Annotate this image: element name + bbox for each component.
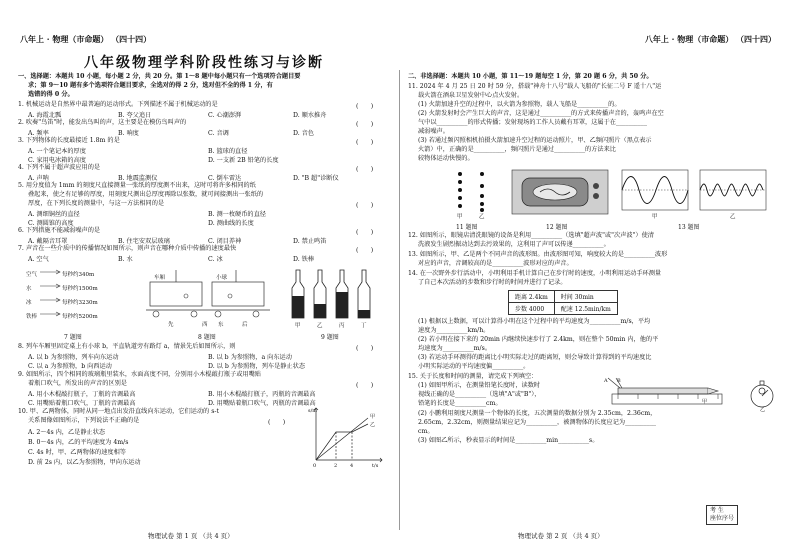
section-1-intro-2: 求；第 9～10 题有多个选项符合题目要求，全选对的得 2 分，选对但不全的得 1 分，有 [28,82,273,89]
figure-7 [26,266,136,330]
q7-option-c: C. 冰 [208,256,223,263]
q13-line-2: 对应的声音，音调较高的是__________波形对应的声音。 [418,260,573,267]
fig7-iron-label: 铁棒 [26,314,38,320]
svg-text:4: 4 [350,463,354,468]
q10-option-c: C. 4s 时，甲、乙两物体的速度相等 [28,449,126,456]
answer-paren: ( ) [356,229,374,236]
q11-line-9: 较物体运动快慢的。 [418,155,474,162]
q1-option-c: C. 心潮澎湃 [208,112,242,119]
figure-12-caption: 12 题图 [546,224,568,231]
q8-option-d: D. 以 b 为参照物，列车是静止状态 [208,363,306,370]
column-divider [399,70,400,530]
q11-line-5: 气中以__________的形式传播；发射现场的工作人员戴有耳罩，这属于在__________ [418,119,647,126]
q14-part-3-line-1: (3) 若运动手环测得的距离比小明实际走过的距离短，则会导致计算得到的平均速度比 [418,354,652,361]
svg-text:0: 0 [313,463,317,468]
q15-line-4: 铅笔的长度是__________cm。 [418,400,502,407]
question-9-line-2: 着瓶口吹气，所发出的声音的区别是 [28,380,127,387]
q9-option-d: D. 用嘴贴着瓶口吹气，丙瓶的音调最高 [208,400,316,407]
svg-text:甲: 甲 [702,399,708,405]
svg-text:乙: 乙 [760,407,766,412]
q13-line-1: 13. 如图所示，甲、乙是两个不同声音的波形图。由波形图可知，响度较大的是__________波形 [408,251,668,258]
q14-part-2-line-1: (2) 若小明在接下来的 20min 内继续快速步行了 2.4km，则在整个 50min 内，他的平 [418,336,659,343]
q4-option-a: A. 声呐 [28,175,49,182]
q8-option-b: B. 以 b 为参照物，a 向东运动 [208,354,292,361]
q15-line-3: 视线正确的是__________（选填"A"或"B"）， [418,391,541,398]
question-7: 7. 声音在一些介质中的传播情况如图所示，则声音在哪种介质中传播的速度最快 [18,245,237,252]
svg-text:乙: 乙 [370,422,376,428]
q14-part-1-line-2: 速度为__________km/h。 [418,327,490,334]
fig10-line-jia [316,418,368,460]
fig7-ice-label: 冰 [26,300,32,306]
q5-option-c: C. 测圆锥的高度 [28,220,74,227]
q5-option-d: D. 测曲线的长度 [208,220,254,227]
q2-option-b: B. 响度 [118,130,139,137]
q15-line-6: 2.65cm，2.32cm，则测量结果应记为__________，被测物体的长度应记为__________ [418,419,657,426]
q8-option-a: A. 以 b 为参照物，列车向东运动 [28,354,119,361]
fig11-yi: 乙 [479,214,485,220]
page-2 [408,0,778,560]
fig7-water-speed: 每秒约1500m [62,286,98,292]
table-row [509,303,618,315]
fig9-bottle-d: 丁 [361,323,367,329]
figure-12-ultrasonic-cleaner [510,168,610,216]
fig9-bottle-c: 丙 [339,323,345,329]
q6-option-b: B. 住宅安双层玻璃 [118,238,170,245]
q1-option-d: D. 顺水推舟 [293,112,327,119]
q10-option-d: D. 前 2s 内，以乙为参照物，甲向东运动 [28,459,141,466]
question-10-line-2: 关系图像如图所示，下列说法不正确的是 [28,417,140,424]
svg-text:t/s: t/s [372,463,379,468]
q10-option-b: B. 0～4s 内，乙的平均速度为 4m/s [28,439,129,446]
q2-option-c: C. 音调 [208,130,229,137]
question-5-line-3: 厚度，在下列长度的测量中，与这一方法相同的是 [28,200,165,207]
table-cell: 配速 12.5min/km [554,303,617,315]
q9-option-a: A. 用小木棍敲打瓶子，丁瓶的音调最高 [28,391,136,398]
q3-option-b: B. 篮球的直径 [208,148,248,155]
q1-option-a: A. 海霞北瓢 [28,112,62,119]
page-1-footer: 物理试卷 第 1 页 （共 4 页） [148,532,234,540]
svg-text:B: B [617,378,621,384]
svg-text:甲: 甲 [370,414,376,420]
fig11-jia: 甲 [457,214,463,220]
question-5-line-2: 叠起来，使之有足够的厚度，用刻度尺测出总厚度再除以张数，就可间接测出一张纸的 [28,191,264,198]
q12-line-1: 12. 如图所示，眼镜店清洗眼镜的设备是利用__________（选填"超声波"或"次声波"）使清 [408,232,654,239]
q14-part-2-line-2: 均速度为__________m/s。 [418,345,492,352]
fig7-air-speed: 每秒约340m [62,272,95,278]
q11-line-6: 减弱噪声。 [418,128,449,135]
page-2-footer: 物理试卷 第 2 页 （共 4 页） [518,532,604,540]
q5-option-a: A. 测细铜丝的直径 [28,211,80,218]
q9-option-b: B. 用小木棍敲打瓶子，丙瓶的音调最高 [208,391,316,398]
q6-option-c: C. 闭目养神 [208,238,242,245]
q4-option-b: B. 地震监测仪 [118,175,158,182]
question-6: 6. 下列措施不能减弱噪声的是 [18,227,101,234]
figure-11-caption: 11 题图 [456,224,478,231]
question-2: 2. 吹奏"鸟笛"时，能发出鸟叫的声，这主要是在模仿鸟叫声的 [18,119,187,126]
figure-9-caption: 9 题图 [321,334,339,341]
svg-text:s/m: s/m [308,408,317,414]
question-1: 1. 机械运动是自然界中最普遍的运动形式。下列描述不属于机械运动的是 [18,101,218,108]
answer-paren: ( ) [268,419,286,426]
figure-9 [288,266,378,330]
q15-line-7: cm。 [418,428,434,435]
q6-option-a: A. 戴隔音耳罩 [28,238,68,245]
q5-option-b: B. 测一枚硬币的直径 [208,211,266,218]
q6-option-d: D. 禁止鸣笛 [293,238,327,245]
q15-line-2: (1) 如图甲所示，在测量铅笔长度时，读数时 [418,382,541,389]
q15-line-8: (3) 如图乙所示，秒表显示的时间是__________min__________s。 [418,437,599,444]
figure-13-caption: 13 题图 [678,224,700,231]
q14-line-1: 14. 在一次野外步行活动中，小明利用手机计算自己在步行时的速度，小明利用运动手环测量 [408,270,662,277]
q14-part-1-line-1: (1) 根据以上数据，可以计算得小明在这个过程中的平均速度为__________m/s，平均 [418,318,651,325]
question-4: 4. 下列不属于超声波应用的是 [18,164,101,171]
question-5: 5. 用分度值为 1mm 的刻度尺直接测量一张纸的厚度测不出来，这时可将许多相同的纸 [18,182,256,189]
q2-option-a: A. 频率 [28,130,49,137]
q11-line-3: (1) 火箭加速升空的过程中，以火箭为参照物，载人飞船是__________的。 [418,101,621,108]
figure-8-caption: 8 题图 [198,334,216,341]
answer-paren: ( ) [356,202,374,209]
q7-option-a: A. 空气 [28,256,49,263]
fig7-water-label: 水 [26,286,32,292]
q11-line-4: (2) 火箭发射时会产生巨大的声音，这是通过__________的方式来传播声音的，轰鸣声在空 [418,110,664,117]
q11-line-7: (3) 若通过频闪照相机拍摄火箭加速升空过程的运动照片，甲、乙频闪照片（黑点表示 [418,137,652,144]
q8-option-c: C. 以 a 为参照物，b 向西运动 [28,363,112,370]
svg-text:2: 2 [334,463,338,468]
answer-paren: ( ) [356,382,374,389]
page-1-header: 八年上 · 物理（市命题） （四十四） [20,34,152,44]
fig13-yi: 乙 [730,214,736,220]
q10-option-a: A. 2～4s 内，乙是静止状态 [28,429,106,436]
answer-paren: ( ) [356,166,374,173]
q11-line-2: 载火箭在酒泉卫星发射中心点火发射。 [418,92,524,99]
fig10-line-yi [316,424,368,460]
seat-number-box [706,505,738,525]
q14-record-table [508,290,618,315]
figure-13-waveforms [620,168,770,220]
figure-11 [448,168,498,220]
fig13-jia: 甲 [652,214,658,220]
fig8-east-label: 东 [218,322,224,328]
seat-box-line-2: 座位序号 [710,515,735,522]
page-1 [18,0,390,560]
fig9-bottle-a: 甲 [295,323,301,329]
fig7-air-label: 空气 [26,272,38,278]
section-1-intro-3: 选错的得 0 分。 [28,91,74,98]
answer-paren: ( ) [356,103,374,110]
question-3: 3. 下列物体的长度最接近 1.8m 的是 [18,137,120,144]
table-cell: 时间 30min [554,291,617,303]
exam-title: 八年级物理学科阶段性练习与诊断 [84,55,324,71]
table-cell: 距离 2.4km [509,291,555,303]
q9-option-c: C. 用嘴贴着瓶口吹气，丁瓶的音调最高 [28,400,136,407]
q1-option-b: B. 夸父追日 [118,112,152,119]
figure-8 [146,266,276,330]
q11-line-8: 火箭）中，正确的是__________，频闪照片是通过__________的方法来比 [418,146,616,153]
question-10: 10. 甲、乙两物体，同时从同一地点出发沿直线向东运动，它们运动的 s-t [18,408,219,415]
fig8-after-label: 后 [242,322,248,328]
q7-option-b: B. 水 [118,256,133,263]
figure-7-caption: 7 题图 [64,334,82,341]
q7-option-d: D. 铁棒 [293,256,315,263]
answer-paren: ( ) [356,139,374,146]
q3-option-a: A. 一个笔记本的厚度 [28,148,86,155]
table-cell: 步数 4000 [509,303,555,315]
figure-10-st-graph [306,404,386,468]
q12-line-2: 洗液发生剧烈振动达到去污效果的，这利用了声可以传递__________。 [418,241,610,248]
section-1-intro-1: 一、选择题：本题共 10 小题，每小题 2 分，共 20 分。第 1～8 题中每小题只有一个选项符合题目要 [18,73,301,80]
answer-paren: ( ) [356,345,374,352]
q3-option-d: D. 一支新 2B 铅笔的长度 [208,157,279,164]
fig7-iron-speed: 每秒约5200m [62,314,98,320]
page-2-header: 八年上 · 物理（市命题） （四十四） [644,34,776,44]
q2-option-d: D. 音色 [293,130,315,137]
fig8-before-label: 先 [168,322,174,328]
q15-line-5: (2) 小鹏利用刻度尺测量一个物体的长度，五次测量的数据分别为 2.35cm，2.36cm， [418,410,657,417]
q4-option-d: D. "B 超"诊断仪 [293,175,339,182]
fig8-ball-label: 小球 [216,275,228,281]
answer-paren: ( ) [356,247,374,254]
fig8-carriage-label: 车厢 [154,275,166,281]
q15-line-1: 15. 关于长度和时间的测量，请完成下列填空： [408,373,538,380]
answer-paren: ( ) [356,121,374,128]
question-9: 9. 如图所示，四个相同的玻璃瓶里装水，水面高度不同，分别用小木棍敲打瓶子或用嘴贴 [18,371,261,378]
figure-15-stopwatch [748,378,778,412]
q4-option-c: C. 倒车雷达 [208,175,242,182]
seat-box-line-1: 考 生 [710,507,724,514]
q14-part-3-line-2: 小明实际运动的平均速度偏__________。 [418,363,530,370]
section-2-intro: 二、非选择题：本题共 10 小题，第 11～19 题每空 1 分，第 20 题 6 分，共 50 分。 [408,73,653,80]
svg-text:A: A [604,378,608,384]
figure-15-ruler-pencil [598,376,748,406]
fig9-bottle-b: 乙 [317,323,323,329]
fig8-west-label: 西 [202,322,208,328]
q3-option-c: C. 家用电冰箱的高度 [28,157,86,164]
q14-line-2: 了自己本次活动的步数和步行时的时间并进行了记录。 [418,279,567,286]
q11-line-1: 11. 2024 年 4 月 25 日 20 时 59 分，搭载"神舟十八号"载人飞船的"长征二号 F 遥十八"运 [408,83,662,90]
question-8: 8. 列车车厢里固定桌上有小球 b，平直轨道旁有路灯 a，情景先后如图所示，则 [18,343,236,350]
fig7-ice-speed: 每秒约3230m [62,300,98,306]
table-row [509,291,618,303]
